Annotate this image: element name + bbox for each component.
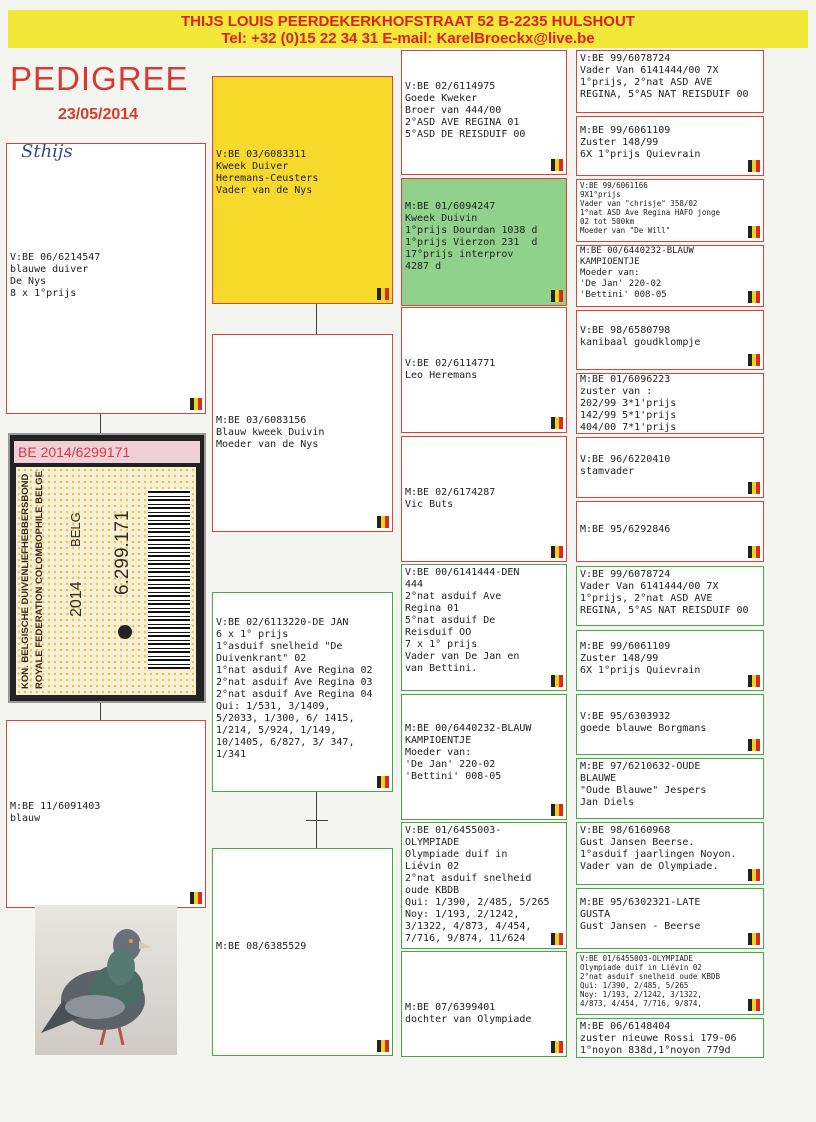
breeder-address: THIJS LOUIS PEERDEKERKHOFSTRAAT 52 B-2235 HULSHOUT [181, 13, 635, 30]
gen4-10 [576, 630, 764, 691]
gen4-16-text: M:BE 06/6148404 zuster nieuwe Rossi 179-06 1°noyon 838d,1°noyon 779d [580, 1021, 737, 1056]
belgium-flag-icon [748, 933, 760, 945]
gen4-2-text: M:BE 99/6061109 Zuster 148/99 6X 1°prijs Quievrain [580, 125, 701, 160]
punch-hole [118, 625, 132, 639]
gen3-4-text: M:BE 02/6174287 Vic Buts [405, 487, 496, 510]
gen4-3 [576, 179, 764, 242]
belgium-flag-icon [377, 776, 389, 788]
connector [100, 703, 101, 720]
gen4-7-text: V:BE 96/6220410 stamvader [580, 454, 671, 477]
gen4-16 [576, 1018, 764, 1058]
gen4-2 [576, 116, 764, 176]
gen4-6 [576, 373, 764, 434]
page-title: PEDIGREE [10, 60, 189, 97]
gen3-7 [401, 822, 567, 949]
ring-year: 2014 [68, 581, 85, 617]
grandsire-maternal-text: V:BE 02/6113220-DE JAN 6 x 1° prijs 1°asduif snelheid "De Duivenkrant" 02 1°nat asduif Ave Regina 02 2°nat asduif Ave Regina 03 2°nat asduif Ave Regina 04 Qui: 1/531, 3/1409, 5/2033, 1/300, 6/ 1415, 1/214, 5/924, 1/149, 10/1405, 6/827, 3/ 347, 1/341 [216, 617, 373, 760]
gen3-7-text: V:BE 01/6455003- OLYMPIADE Olympiade duif in Liévin 02 2°nat asduif snelheid oude KBDB Qui: 1/390, 2/485, 5/265 Noy: 1/193, 2/1242, 3/1322, 4/873, 4/454, 7/716, 9/874, 11/624 [405, 825, 550, 944]
belgium-flag-icon [748, 291, 760, 303]
gen4-9-text: V:BE 99/6078724 Vader Van 6141444/00 7X 1°prijs, 2°nat ASD AVE REGINA, 5°AS NAT REISDUIF 00 [580, 569, 749, 616]
granddam-paternal-text: M:BE 03/6083156 Blauw kweek Duivin Moeder van de Nys [216, 415, 325, 450]
grandsire-maternal [212, 592, 393, 792]
belgium-flag-icon [748, 482, 760, 494]
gen4-14-text: M:BE 95/6302321-LATE GUSTA Gust Jansen - Beerse [580, 897, 701, 932]
gen4-8 [576, 501, 764, 562]
granddam-paternal [212, 334, 393, 532]
belgium-flag-icon [748, 226, 760, 238]
gen4-10-text: M:BE 99/6061109 Zuster 148/99 6X 1°prijs Quievrain [580, 641, 701, 676]
belgium-flag-icon [551, 546, 563, 558]
gen4-12 [576, 758, 764, 819]
gen4-11 [576, 694, 764, 755]
belgium-flag-icon [190, 892, 202, 904]
belgium-flag-icon [551, 1041, 563, 1053]
gen4-12-text: M:BE 97/6210632-OUDE BLAUWE "Oude Blauwe" Jespers Jan Diels [580, 761, 707, 808]
dam-card [6, 720, 206, 908]
gen3-4 [401, 436, 567, 562]
gen4-15-text: V:BE 01/6455003-OLYMPIADE Olympiade duif in Liévin 02 2°nat asduif snelheid oude KBDB Qui: 1/390, 2/485, 5/265 Noy: 1/193, 2/1242, 3/1322, 4/873, 4/454, 7/716, 9/874, [580, 954, 720, 1008]
belgium-flag-icon [551, 804, 563, 816]
grandsire-paternal-text: V:BE 03/6083311 Kweek Duiver Heremans-Ceusters Vader van de Nys [216, 149, 319, 196]
gen4-15 [576, 952, 764, 1015]
ring-country: BELG [68, 512, 83, 547]
pigeon-photo [35, 905, 177, 1055]
gen3-8 [401, 951, 567, 1057]
gen4-1 [576, 50, 764, 113]
gen4-9 [576, 566, 764, 626]
ring-certificate [8, 433, 206, 703]
gen4-13-text: V:BE 98/6160968 Gust Jansen Beerse. 1°asduif jaarlingen Noyon. Vader van de Olympiade. [580, 825, 737, 872]
gen4-13 [576, 822, 764, 885]
page-header [8, 10, 808, 48]
belgium-flag-icon [748, 739, 760, 751]
granddam-maternal [212, 848, 393, 1056]
gen4-11-text: V:BE 95/6303932 goede blauwe Borgmans [580, 711, 707, 734]
gen4-7 [576, 437, 764, 498]
pedigree-date: 23/05/2014 [58, 106, 139, 123]
gen3-2-text: M:BE 01/6094247 Kweek Duivin 1°prijs Dourdan 1038 d 1°prijs Vierzon 231 d 17°prijs interprov 4287 d [405, 201, 538, 272]
gen3-3 [401, 307, 567, 433]
ring-serial: 6.299.171 [112, 510, 133, 595]
belgium-flag-icon [377, 1040, 389, 1052]
breeder-contact: Tel: +32 (0)15 22 34 31 E-mail: KarelBroeckx@live.be [221, 30, 595, 47]
gen3-6 [401, 694, 567, 820]
gen4-4 [576, 245, 764, 307]
signature: Sthijs [21, 143, 73, 162]
belgium-flag-icon [377, 516, 389, 528]
ring-number-label: BE 2014/6299171 [14, 441, 200, 463]
belgium-flag-icon [748, 546, 760, 558]
belgium-flag-icon [748, 675, 760, 687]
connector [100, 414, 101, 433]
gen4-3-text: V:BE 99/6061166 9X1°prijs Vader van "chrisje" 358/02 1°nat ASD Ave Regina HAFO jonge 02 tot 500km Moeder van "De Will" [580, 181, 720, 235]
ring-card [16, 467, 196, 695]
gen4-5-text: V:BE 98/6580798 kanibaal goudklompje [580, 325, 701, 348]
barcode [148, 489, 190, 669]
belgium-flag-icon [190, 398, 202, 410]
belgium-flag-icon [551, 159, 563, 171]
belgium-flag-icon [551, 933, 563, 945]
subject-card [6, 143, 206, 414]
gen4-8-text: M:BE 95/6292846 [580, 524, 671, 535]
belgium-flag-icon [377, 288, 389, 300]
grandsire-paternal [212, 76, 393, 304]
belgium-flag-icon [551, 417, 563, 429]
connector [306, 820, 328, 821]
gen4-4-text: M:BE 00/6440232-BLAUW KAMPIOENTJE Moeder van: 'De Jan' 220-02 'Bettini' 008-05 [580, 246, 694, 300]
belgium-flag-icon [551, 675, 563, 687]
belgium-flag-icon [748, 354, 760, 366]
gen3-3-text: V:BE 02/6114771 Leo Heremans [405, 358, 496, 381]
gen3-1 [401, 50, 567, 175]
gen4-1-text: V:BE 99/6078724 Vader Van 6141444/00 7X 1°prijs, 2°nat ASD AVE REGINA, 5°AS NAT REISDUIF 00 [580, 53, 749, 100]
ring-org-nl: KON. BELGISCHE DUIVENLIEFHEBBERSBOND [20, 473, 31, 689]
dam-text: M:BE 11/6091403 blauw [10, 801, 101, 824]
granddam-maternal-text: M:BE 08/6385529 [216, 941, 307, 952]
gen4-14 [576, 888, 764, 949]
belgium-flag-icon [748, 999, 760, 1011]
ring-org-fr: ROYALE FEDERATION COLOMBOPHILE BELGE [34, 471, 45, 689]
gen3-5-text: V:BE 00/6141444-DEN 444 2°nat asduif Ave Regina 01 5°nat asduif De Reisduif OO 7 x 1° prijs Vader van De Jan en van Bettini. [405, 567, 520, 674]
gen3-5 [401, 564, 567, 691]
belgium-flag-icon [551, 290, 563, 302]
subject-text: V:BE 06/6214547 blauwe duiver De Nys 8 x 1°prijs [10, 252, 101, 299]
belgium-flag-icon [748, 869, 760, 881]
gen3-2 [401, 178, 567, 306]
gen3-8-text: M:BE 07/6399401 dochter van Olympiade [405, 1002, 532, 1025]
connector [316, 304, 317, 334]
gen3-1-text: V:BE 02/6114975 Goede Kweker Broer van 444/00 2°ASD AVE REGINA 01 5°ASD DE REISDUIF 00 [405, 81, 526, 140]
gen3-6-text: M:BE 00/6440232-BLAUW KAMPIOENTJE Moeder van: 'De Jan' 220-02 'Bettini' 008-05 [405, 723, 532, 782]
gen4-5 [576, 310, 764, 370]
gen4-6-text: M:BE 01/6096223 zuster van : 202/99 3*1'prijs 142/99 5*1'prijs 404/00 7*1'prijs [580, 374, 677, 433]
belgium-flag-icon [748, 160, 760, 172]
